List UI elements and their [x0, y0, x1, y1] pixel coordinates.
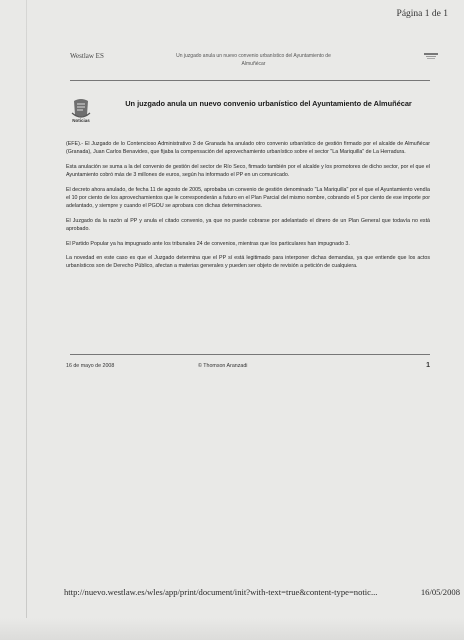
footer-date: 16 de mayo de 2008 [66, 363, 115, 369]
header-title-line2: Almuñécar [241, 61, 266, 67]
print-footer [64, 587, 460, 597]
document-footer [66, 362, 430, 374]
article-title: Un juzgado anula un nuevo convenio urbanístico del Ayuntamiento de Almuñécar [125, 99, 412, 108]
article-paragraph: El decreto ahora anulado, de fecha 11 de agosto de 2005, aprobaba un convenio de gestión denominado "La Mariquilla" por el que el Ayuntamiento vendía el 10 por ciento de los aprovechamientos que le corresponderán a futuro en el Plan Parcial del mismo nombre, cobrando el 5 por ciento de ese importe por adelantado, y siempre y cuando el PGOU se aprobara con dichas determinaciones. [66, 186, 430, 210]
footer-page-number: 1 [426, 362, 430, 369]
footer-copyright: © Thomson Aranzadi [198, 363, 248, 369]
header-divider [70, 80, 430, 81]
news-section-label: Noticias [72, 118, 90, 123]
document-header [70, 52, 440, 78]
article-paragraph: El Partido Popular ya ha impugnado ante los tribunales 24 de convenios, mientras que los particulares han impugnado 3. [66, 240, 350, 247]
header-title-line1: Un juzgado anula un nuevo convenio urbanístico del Ayuntamiento de [176, 53, 331, 59]
article-paragraph: Esta anulación se suma a la del convenio de gestión del sector de Río Seco, firmado también por el alcalde y los promotores de dicho sector, por el que el Ayuntamiento cobró más de 3 millones de euros, según ha informado el PP en un comunicado. [66, 163, 430, 179]
article-paragraph: La novedad en este caso es que el Juzgado determina que el PP sí está legitimado para interponer dichas demandas, ya que entiende que los actos urbanísticos son de Derecho Público, afectan a materias generales y pueden ser objeto de revisión a petición de cualquiera. [66, 255, 430, 270]
header-title [146, 52, 361, 68]
brand-name: Westlaw ES [70, 52, 104, 60]
print-date: 16/05/2008 [420, 587, 460, 597]
article-body [66, 140, 430, 277]
page-number: Página 1 de 1 [396, 9, 448, 19]
article-paragraph: (EFE).- El Juzgado de lo Contencioso Administrativo 3 de Granada ha anulado otro convenio urbanístico de gestión firmado por el alcalde de Almuñécar (Granada), Juan Carlos Benavides, que fijaba la compensación del aprovechamiento urbanístico sobre el sector "La Mariquilla" de La Herradura. [66, 141, 430, 156]
footer-divider [70, 354, 430, 355]
scan-bottom-shadow [0, 618, 464, 640]
scan-fold-line [26, 0, 27, 640]
print-url: http://nuevo.westlaw.es/wles/app/print/document/init?with-text=true&content-type=notic... [64, 587, 378, 597]
publisher-logo-icon [422, 52, 440, 62]
article-paragraph: El Juzgado da la razón al PP y anula el citado convenio, ya que no puede cobrarse por adelantado el dinero de un Plan General que todavía no está aprobado. [66, 217, 430, 233]
